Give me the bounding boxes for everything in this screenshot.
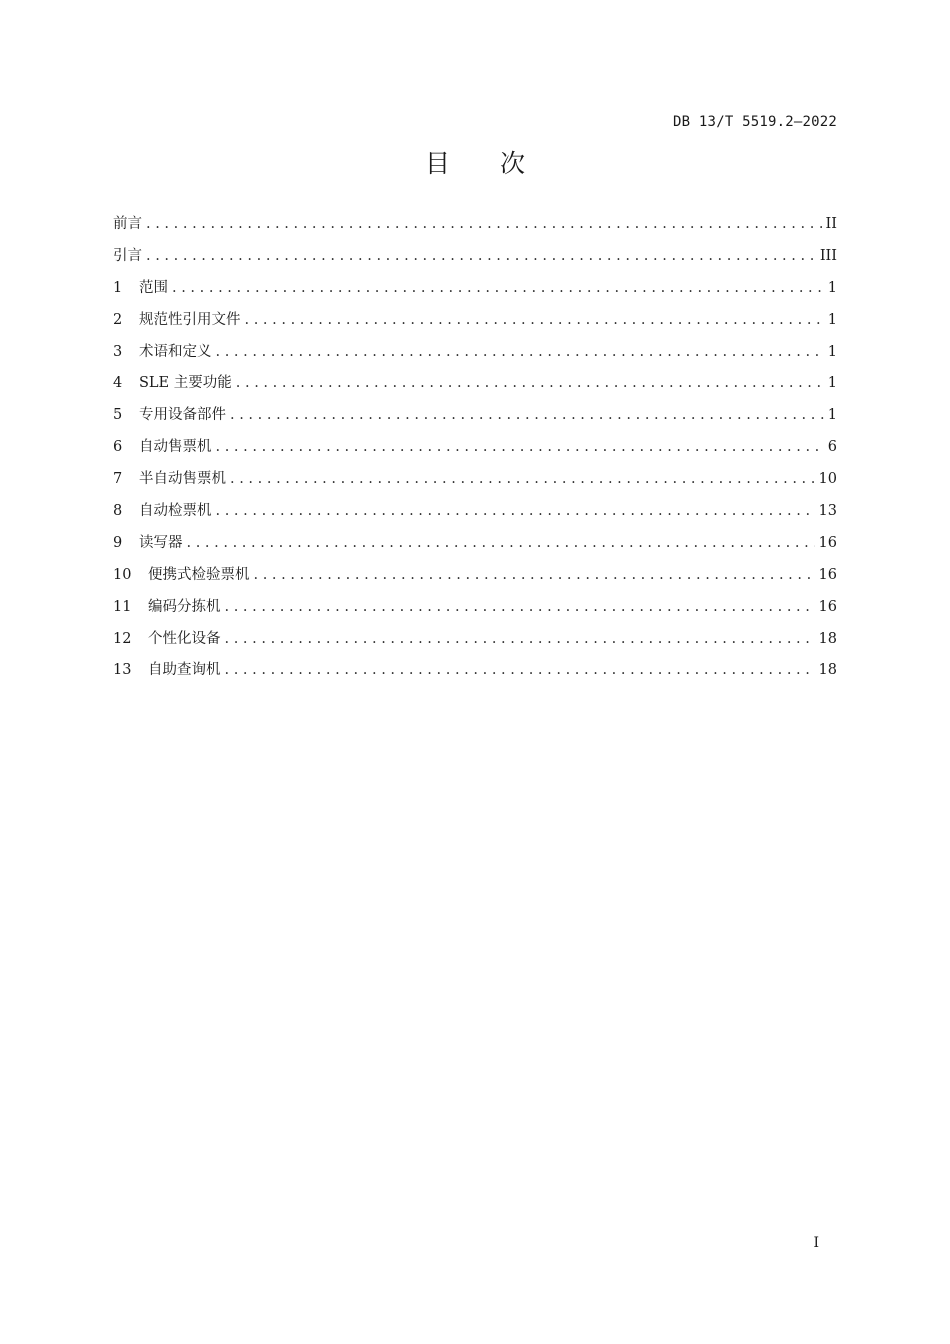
toc-entry-page: 18 xyxy=(818,630,837,647)
toc-entry[interactable] xyxy=(113,627,837,659)
toc-entry-label: 半自动售票机 xyxy=(139,471,226,488)
toc-entry-label: 引言 xyxy=(113,247,142,264)
toc-entry-page: 1 xyxy=(827,375,837,392)
toc-title-part1: 目 xyxy=(424,149,450,178)
toc-leader xyxy=(216,344,824,360)
toc-entry-number: 3 xyxy=(113,343,123,360)
toc-entry-label: 术语和定义 xyxy=(139,343,212,360)
toc-entry[interactable] xyxy=(113,212,837,244)
toc-entry-page: 10 xyxy=(818,471,837,488)
toc-entry-page: 16 xyxy=(818,598,837,615)
toc-entry[interactable] xyxy=(113,595,837,627)
toc-leader xyxy=(225,631,815,647)
toc-leader xyxy=(245,312,824,328)
toc-entry-page: 13 xyxy=(818,503,837,520)
toc-entry-page: 1 xyxy=(827,407,837,424)
toc-title-part2: 次 xyxy=(500,149,526,178)
toc-entry[interactable] xyxy=(113,244,837,276)
toc-entry-label: 规范性引用文件 xyxy=(139,311,241,328)
toc-entry-label: 自助查询机 xyxy=(148,662,221,679)
toc-entry[interactable] xyxy=(113,403,837,435)
toc-entry-label: 范围 xyxy=(139,279,168,296)
toc-leader xyxy=(225,662,815,678)
toc-entry-page: 1 xyxy=(827,311,837,328)
toc-entry-number: 7 xyxy=(113,471,123,488)
toc-entry-page: 1 xyxy=(827,279,837,296)
toc-entry-number: 1 xyxy=(113,279,123,296)
toc-entry[interactable] xyxy=(113,499,837,531)
toc-entry-label: 编码分拣机 xyxy=(148,598,221,615)
toc-entry-number: 9 xyxy=(113,534,123,551)
toc-entry-page: II xyxy=(825,216,837,232)
toc-entry-number: 6 xyxy=(113,439,123,456)
toc-entry[interactable] xyxy=(113,563,837,595)
toc-entry-number: 8 xyxy=(113,503,123,520)
toc-entry-number: 5 xyxy=(113,407,123,424)
page-number: I xyxy=(813,1235,819,1251)
toc-entry-label: 专用设备部件 xyxy=(139,407,226,424)
toc-entry-label: 便携式检验票机 xyxy=(148,566,250,583)
toc-entry[interactable] xyxy=(113,467,837,499)
toc-leader xyxy=(146,248,816,264)
toc-entry-label: 自动售票机 xyxy=(139,439,212,456)
toc-leader xyxy=(172,280,824,296)
toc-entry[interactable] xyxy=(113,308,837,340)
toc-leader xyxy=(230,471,815,487)
toc-entry-label: SLE 主要功能 xyxy=(139,375,232,392)
toc-entry-label: 读写器 xyxy=(139,534,183,551)
toc-entry-page: 6 xyxy=(827,439,837,456)
toc-entry[interactable] xyxy=(113,371,837,403)
toc-entry-number: 10 xyxy=(113,566,132,583)
toc-title xyxy=(0,144,950,180)
toc-entry-number: 12 xyxy=(113,630,132,647)
toc-entry-label: 自动检票机 xyxy=(139,503,212,520)
toc-entry-number: 13 xyxy=(113,662,132,679)
toc-entry-page: III xyxy=(819,247,837,264)
toc-entry-page: 16 xyxy=(818,566,837,583)
toc-leader xyxy=(146,216,822,232)
toc-leader xyxy=(225,599,815,615)
toc-entry[interactable] xyxy=(113,340,837,372)
toc-entry-page: 18 xyxy=(818,662,837,679)
toc-entry-label: 个性化设备 xyxy=(148,630,221,647)
toc-leader xyxy=(230,407,824,423)
toc-list xyxy=(113,212,837,690)
toc-leader xyxy=(254,567,815,583)
toc-entry[interactable] xyxy=(113,658,837,690)
toc-leader xyxy=(236,375,824,391)
toc-entry-label: 前言 xyxy=(113,216,142,232)
toc-entry[interactable] xyxy=(113,435,837,467)
document-code: DB 13/T 5519.2—2022 xyxy=(673,114,837,130)
toc-leader xyxy=(216,503,815,519)
toc-entry[interactable] xyxy=(113,531,837,563)
toc-leader xyxy=(216,439,824,455)
toc-entry-page: 1 xyxy=(827,343,837,360)
toc-entry-page: 16 xyxy=(818,534,837,551)
toc-entry-number: 11 xyxy=(113,598,132,615)
toc-entry-number: 2 xyxy=(113,311,123,328)
toc-leader xyxy=(187,535,815,551)
toc-entry-number: 4 xyxy=(113,375,123,392)
toc-entry[interactable] xyxy=(113,276,837,308)
